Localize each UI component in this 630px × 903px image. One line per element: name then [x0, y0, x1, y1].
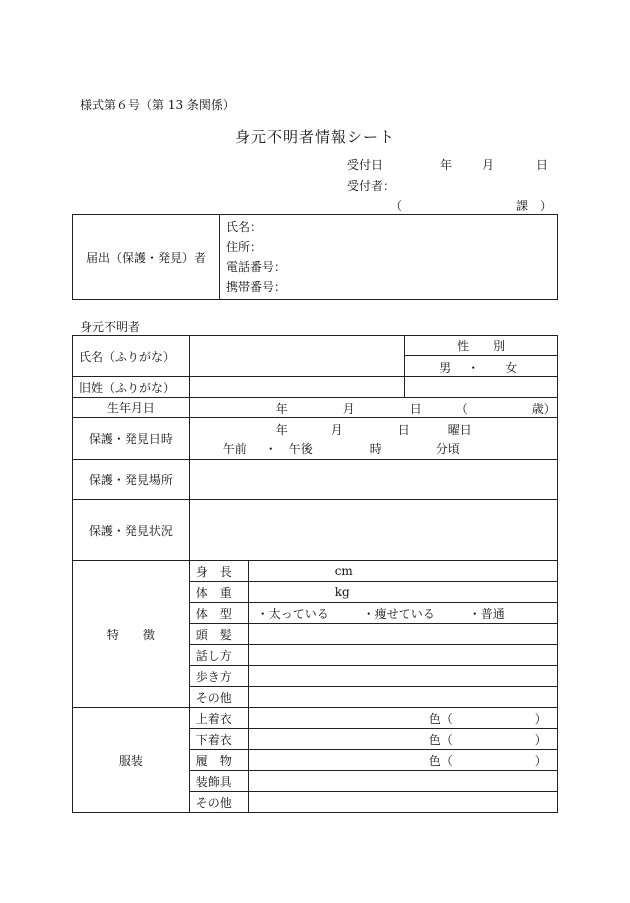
speech-label: 話し方 [189, 645, 248, 666]
shoes-label: 履 物 [189, 750, 248, 771]
top-clothing-input[interactable] [248, 708, 557, 729]
dt-day: 日 [397, 423, 410, 437]
build-options [248, 603, 557, 624]
former-name-label: 旧姓（ふりがな） [73, 377, 190, 398]
age-open-paren: （ [455, 402, 468, 416]
dt-hour: 時 [369, 442, 382, 456]
protect-datetime-label: 保護・発見日時 [73, 418, 190, 460]
birth-year: 年 [275, 402, 288, 416]
unknown-section-title: 身元不明者 [80, 320, 141, 334]
place-label: 保護・発見場所 [73, 460, 190, 500]
accessories-input[interactable] [248, 771, 557, 792]
walk-label: 歩き方 [189, 666, 248, 687]
shoes-input[interactable] [248, 750, 557, 771]
hair-label: 頭 髪 [189, 624, 248, 645]
weight-unit: kg [334, 585, 350, 599]
dt-year: 年 [275, 423, 288, 437]
hair-input[interactable] [248, 624, 557, 645]
situation-label: 保護・発見状況 [73, 500, 190, 561]
clothing-label: 服装 [73, 708, 190, 813]
birth-day: 日 [409, 402, 422, 416]
reporter-phone-field[interactable]: 電話番号： [226, 260, 287, 274]
birth-input[interactable] [189, 398, 557, 418]
build-option-thin[interactable]: ・痩せている [362, 607, 435, 621]
clothing-other-label: その他 [189, 792, 248, 813]
dt-dot: ・ [264, 442, 277, 456]
dt-weekday: 曜日 [447, 423, 472, 437]
build-label: 体 型 [189, 603, 248, 624]
name-input[interactable] [189, 336, 405, 377]
bottom-clothing-input[interactable] [248, 729, 557, 750]
gender-dot: ・ [467, 361, 480, 375]
weight-label: 体 重 [189, 582, 248, 603]
age-suffix: 歳） [531, 402, 556, 416]
bottom-color-label: 色（ [428, 733, 453, 747]
former-name-input[interactable] [189, 377, 405, 398]
birth-label: 生年月日 [73, 398, 190, 418]
features-other-input[interactable] [248, 687, 557, 708]
reporter-label: 届出（保護・発見）者 [73, 215, 220, 300]
reporter-name-field[interactable]: 氏名： [226, 220, 263, 234]
walk-input[interactable] [248, 666, 557, 687]
receipt-year: 年 [440, 158, 453, 172]
dt-minute: 分頃 [435, 442, 460, 456]
dept-close-paren: ） [540, 199, 553, 213]
dt-am[interactable]: 午前 [222, 442, 247, 456]
gender-options [405, 356, 558, 377]
build-option-heavy[interactable]: ・太っている [256, 607, 329, 621]
features-other-label: その他 [189, 687, 248, 708]
weight-input[interactable] [248, 582, 557, 603]
bottom-close-paren: ） [534, 733, 547, 747]
clothing-other-input[interactable] [248, 792, 557, 813]
build-option-normal[interactable]: ・普通 [468, 607, 505, 621]
gender-male[interactable]: 男 [439, 361, 452, 375]
shoes-close-paren: ） [534, 754, 547, 768]
height-label: 身 長 [189, 561, 248, 582]
top-color-label: 色（ [428, 712, 453, 726]
form-number: 様式第６号（第 13 条関係） [80, 98, 235, 112]
page-title: 身元不明者情報シート [234, 128, 395, 146]
top-close-paren: ） [534, 712, 547, 726]
top-clothing-label: 上着衣 [189, 708, 248, 729]
height-input[interactable] [248, 561, 557, 582]
receipt-month: 月 [482, 158, 495, 172]
features-label: 特 徴 [73, 561, 190, 708]
speech-input[interactable] [248, 645, 557, 666]
situation-input[interactable] [189, 500, 557, 561]
shoes-color-label: 色（ [428, 754, 453, 768]
dept-suffix: 課 [516, 199, 529, 213]
person-table [72, 335, 558, 813]
former-name-extra [405, 377, 558, 398]
receipt-date-label: 受付日 [347, 158, 384, 172]
receipt-day: 日 [536, 158, 549, 172]
gender-female[interactable]: 女 [505, 361, 518, 375]
gender-label: 性 別 [405, 336, 558, 356]
dt-pm[interactable]: 午後 [288, 442, 313, 456]
bottom-clothing-label: 下着衣 [189, 729, 248, 750]
dept-open-paren: （ [390, 199, 403, 213]
reporter-table [72, 214, 558, 300]
reporter-fields [220, 215, 558, 300]
accessories-label: 装飾具 [189, 771, 248, 792]
protect-datetime-input[interactable] [189, 418, 557, 460]
place-input[interactable] [189, 460, 557, 500]
name-label: 氏名（ふりがな） [73, 336, 190, 377]
reporter-mobile-field[interactable]: 携帯番号： [226, 280, 287, 294]
birth-month: 月 [342, 402, 355, 416]
reporter-address-field[interactable]: 住所： [226, 240, 263, 254]
dt-month: 月 [330, 423, 343, 437]
height-unit: cm [334, 564, 353, 578]
receiver-label: 受付者： [347, 179, 396, 193]
